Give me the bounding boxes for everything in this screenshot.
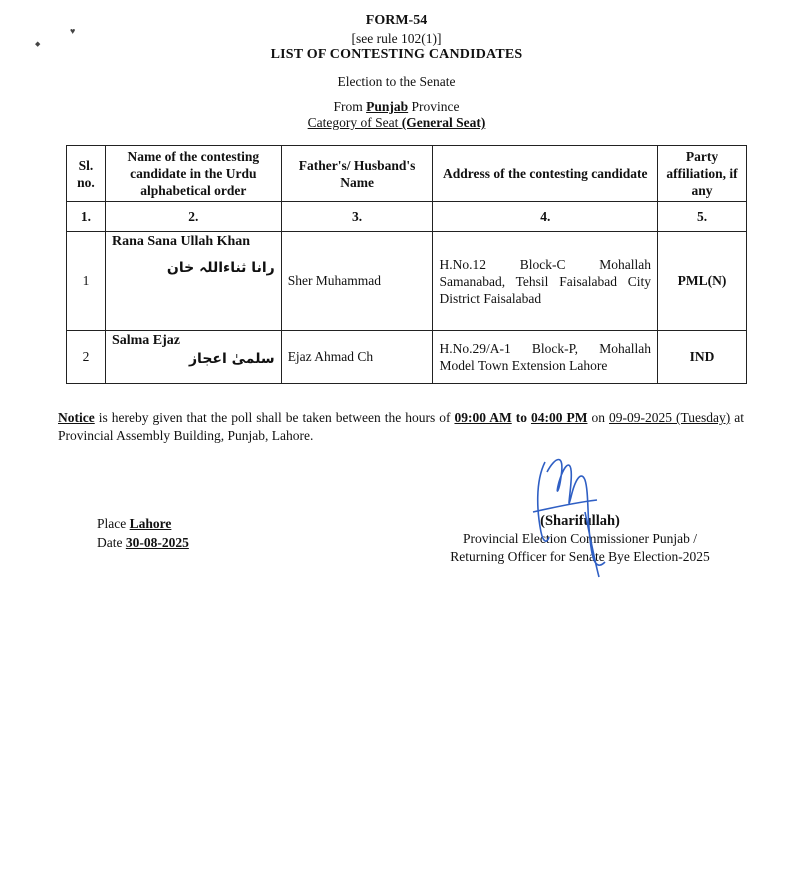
column-number: 3. — [281, 202, 433, 232]
notice-paragraph — [58, 409, 744, 445]
province-name: Punjab — [366, 99, 409, 114]
candidate-name-cell — [105, 331, 281, 384]
serial-number: 2 — [67, 331, 106, 384]
candidate-address: H.No.12 Block-C Mohallah Samanabad, Tehsil Faisalabad City District Faisalabad — [433, 232, 658, 331]
scan-mark: ◆ — [35, 40, 41, 48]
column-header: Name of the contesting candidate in the Urdu alphabetical order — [105, 146, 281, 202]
candidate-name-english: Salma Ejaz — [111, 333, 181, 348]
party-affiliation: IND — [658, 331, 747, 384]
signatory-name: (Sharifullah) — [540, 513, 620, 529]
signatory-title-2: Returning Officer for Senate Bye Election-2025 — [450, 549, 710, 564]
father-name: Sher Muhammad — [281, 232, 433, 331]
column-number-row — [67, 202, 747, 232]
candidate-name-cell — [105, 232, 281, 331]
date-value: 30-08-2025 — [125, 535, 189, 550]
place-label: Place — [97, 516, 127, 531]
poll-start-time: 09:00 AM — [454, 410, 512, 425]
notice-venue: at Provincial Assembly Building, Punjab, Lahore. — [58, 410, 744, 443]
candidate-address: H.No.29/A-1 Block-P, Mohallah Model Town Extension Lahore — [433, 331, 658, 384]
column-header: Address of the contesting candidate — [433, 146, 658, 202]
candidate-name-english: Rana Sana Ullah Khan — [111, 234, 251, 249]
candidates-table — [66, 145, 747, 384]
form-number: FORM-54 — [365, 13, 428, 28]
signature-stroke — [533, 460, 605, 578]
province-line — [0, 99, 793, 115]
column-number: 4. — [433, 202, 658, 232]
document-title: LIST OF CONTESTING CANDIDATES — [270, 47, 523, 62]
candidate-name-urdu: رانا ثناءاللہ خان — [166, 260, 275, 276]
category-label: Category of Seat — [307, 115, 399, 130]
column-header: Father's/ Husband's Name — [281, 146, 433, 202]
poll-date: 09-09-2025 (Tuesday) — [609, 410, 731, 425]
category-value: (General Seat) — [401, 115, 486, 130]
place-value: Lahore — [129, 516, 172, 531]
scan-mark: ♥ — [70, 26, 76, 36]
handwritten-signature — [525, 452, 635, 582]
date-label: Date — [97, 535, 123, 550]
election-line: Election to the Senate — [337, 74, 456, 89]
column-number: 5. — [658, 202, 747, 232]
serial-number: 1 — [67, 232, 106, 331]
place-date-block — [97, 514, 189, 552]
notice-word: Notice — [58, 410, 95, 425]
table-row — [67, 331, 747, 384]
signatory-title-1: Provincial Election Commissioner Punjab / — [463, 531, 697, 546]
candidate-name-urdu: سلمیٰ اعجاز — [189, 351, 275, 367]
date-line — [97, 533, 189, 552]
poll-end-time: 04:00 PM — [530, 410, 588, 425]
table-header-row — [67, 146, 747, 202]
notice-text: is hereby given that the poll shall be taken between the hours of — [94, 410, 455, 425]
notice-on: on — [587, 410, 609, 425]
column-header: Sl. no. — [67, 146, 106, 202]
notice-to: to — [511, 410, 531, 425]
rule-reference: [see rule 102(1)] — [351, 31, 442, 46]
from-label: From — [333, 99, 363, 114]
party-affiliation: PML(N) — [658, 232, 747, 331]
category-line — [0, 115, 793, 131]
column-number: 1. — [67, 202, 106, 232]
table-row — [67, 232, 747, 331]
column-header: Party affiliation, if any — [658, 146, 747, 202]
column-number: 2. — [105, 202, 281, 232]
place-line — [97, 514, 189, 533]
father-name: Ejaz Ahmad Ch — [281, 331, 433, 384]
province-suffix: Province — [411, 99, 460, 114]
